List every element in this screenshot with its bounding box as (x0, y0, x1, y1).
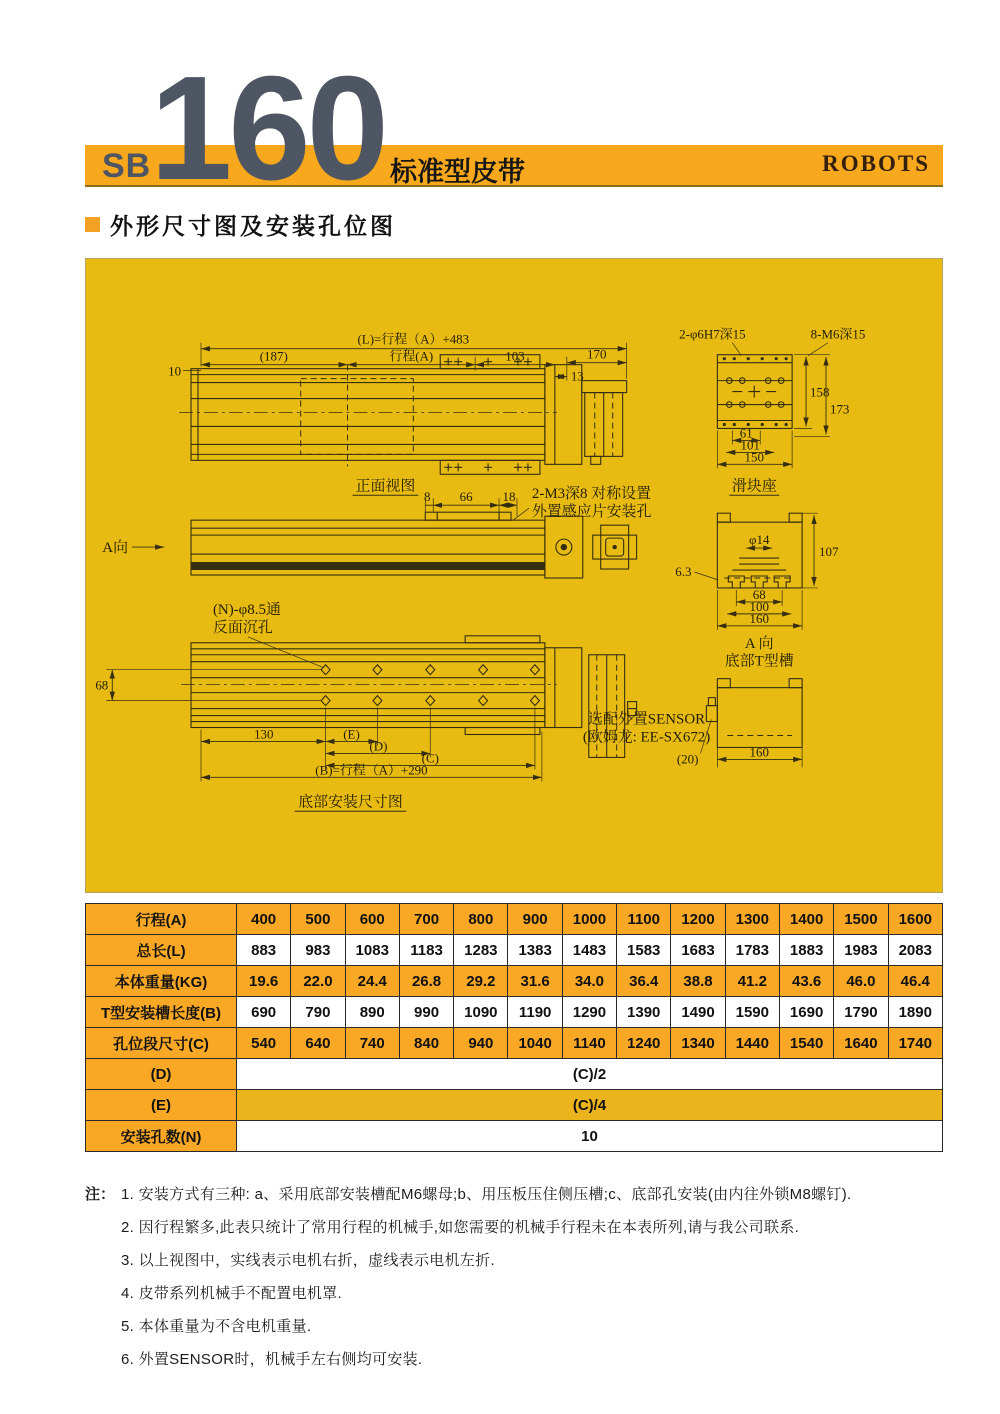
dim-stroke: 行程(A) (389, 348, 434, 364)
dim-phi14: φ14 (749, 532, 770, 548)
sensor-option-callout-1: 选配外置SENSOR (588, 711, 706, 728)
table-cell: 1590 (725, 997, 779, 1028)
table-cell: 700 (399, 904, 453, 935)
dim-103: 103 (505, 348, 525, 364)
sensor-hole-callout-2: 外置感应片安装孔 (531, 504, 652, 521)
table-cell: 1040 (508, 1028, 562, 1059)
dim-61: 61 (739, 425, 753, 441)
dim-101: 101 (740, 437, 760, 453)
dim-E: (E) (343, 726, 360, 742)
table-cell: 900 (508, 904, 562, 935)
sensor-hole-callout-1: 2-M3深8 对称设置 (531, 486, 652, 503)
notes-list (121, 1183, 851, 1381)
table-row (86, 1121, 943, 1152)
table-cell: 1790 (834, 997, 888, 1028)
table-row (86, 904, 943, 935)
table-cell: 41.2 (725, 966, 779, 997)
front-view (168, 332, 627, 496)
dim-107: 107 (819, 544, 839, 560)
dim-187: (187) (259, 348, 288, 364)
dim-173: 173 (830, 401, 850, 417)
note-item: 4. 皮带系列机械手不配置电机罩. (121, 1285, 342, 1302)
front-view-label: 正面视图 (355, 478, 416, 495)
table-cell: 1200 (671, 904, 725, 935)
dim-8: 8 (424, 489, 431, 505)
table-cell: 43.6 (779, 966, 833, 997)
dim-130: 130 (254, 726, 274, 742)
table-cell: 940 (454, 1028, 508, 1059)
dim-18: 18 (502, 489, 516, 505)
spec-table-body (86, 904, 943, 1152)
dim-6-3: 6.3 (675, 563, 692, 579)
dim-C: (C) (421, 750, 439, 766)
table-cell-span: 10 (237, 1121, 943, 1152)
dim-170: 170 (587, 346, 607, 362)
dim-66: 66 (459, 489, 473, 505)
table-cell: 890 (345, 997, 399, 1028)
spec-table (85, 903, 943, 1152)
row-label: T型安装槽长度(B) (86, 997, 237, 1028)
note-item: 6. 外置SENSOR时，机械手左右侧均可安装. (121, 1351, 423, 1368)
table-cell: 400 (237, 904, 291, 935)
dim-150: 150 (744, 449, 764, 465)
table-cell: 46.0 (834, 966, 888, 997)
note-item: 3. 以上视图中，实线表示电机右折，虚线表示电机左折. (121, 1252, 495, 1269)
table-cell: 19.6 (237, 966, 291, 997)
dim-10: 10 (168, 363, 182, 379)
dim-D: (D) (369, 738, 388, 754)
row-label: (E) (86, 1090, 237, 1121)
table-cell: 34.0 (562, 966, 616, 997)
table-cell: 36.4 (617, 966, 671, 997)
section-title-text: 外形尺寸图及安装孔位图 (110, 213, 396, 239)
table-cell: 1090 (454, 997, 508, 1028)
note-item: 2. 因行程繁多,此表只统计了常用行程的机械手,如您需要的机械手行程未在本表所列,请与我公司联系. (121, 1219, 800, 1236)
dim-158: 158 (810, 384, 830, 400)
tslot-label-2: 底部T型槽 (724, 653, 794, 670)
dimension-drawing (86, 259, 942, 892)
table-cell: 540 (237, 1028, 291, 1059)
dim-68-tslot: 68 (752, 586, 766, 602)
table-cell: 1283 (454, 935, 508, 966)
tslot-label-1: A 向 (744, 635, 774, 652)
table-cell: 1183 (399, 935, 453, 966)
table-cell: 1690 (779, 997, 833, 1028)
table-cell: 1440 (725, 1028, 779, 1059)
section-title (85, 208, 396, 241)
table-cell: 1490 (671, 997, 725, 1028)
table-cell-span: (C)/4 (237, 1090, 943, 1121)
note-item: 1. 安装方式有三种: a、采用底部安装槽配M6螺母;b、用压板压住侧压槽;c、底部孔安装(由内往外锁M8螺钉). (121, 1186, 852, 1203)
table-cell: 740 (345, 1028, 399, 1059)
dim-160-tslot: 160 (749, 610, 769, 626)
note-item: 5. 本体重量为不含电机重量. (121, 1318, 312, 1335)
table-row (86, 1090, 943, 1121)
table-cell: 790 (291, 997, 345, 1028)
slider-seat-label: 滑块座 (731, 478, 777, 495)
table-cell: 883 (237, 935, 291, 966)
square-bullet-icon (85, 217, 100, 232)
row-label: 行程(A) (86, 904, 237, 935)
table-cell: 990 (399, 997, 453, 1028)
table-cell: 1883 (779, 935, 833, 966)
table-cell: 1290 (562, 997, 616, 1028)
table-cell: 1600 (888, 904, 942, 935)
table-cell: 1583 (617, 935, 671, 966)
row-label: 安装孔数(N) (86, 1121, 237, 1152)
table-cell: 1540 (779, 1028, 833, 1059)
table-cell: 1500 (834, 904, 888, 935)
dim-B: (B)=行程（A）+290 (315, 762, 428, 778)
dim-20: (20) (676, 751, 699, 767)
table-cell: 26.8 (399, 966, 453, 997)
bottom-view-label: 底部安装尺寸图 (298, 794, 403, 811)
table-cell: 1683 (671, 935, 725, 966)
table-cell: 1890 (888, 997, 942, 1028)
sensor-option-callout-2: (欧姆龙: EE-SX672) (582, 729, 711, 746)
table-cell: 24.4 (345, 966, 399, 997)
table-cell: 640 (291, 1028, 345, 1059)
table-cell: 690 (237, 997, 291, 1028)
table-cell: 500 (291, 904, 345, 935)
slider-seat-view (679, 327, 865, 496)
dim-160-sensor: 160 (749, 744, 769, 760)
dim-overall-length: (L)=行程（A）+483 (357, 331, 470, 347)
table-cell: 1000 (562, 904, 616, 935)
table-cell: 983 (291, 935, 345, 966)
table-cell: 31.6 (508, 966, 562, 997)
table-cell: 1740 (888, 1028, 942, 1059)
row-label: (D) (86, 1059, 237, 1090)
table-cell: 1390 (617, 997, 671, 1028)
table-cell: 1400 (779, 904, 833, 935)
model-number: 160 (150, 46, 385, 211)
table-row (86, 1028, 943, 1059)
brand-logo: ROBOTS (822, 151, 930, 176)
table-row (86, 966, 943, 997)
dim-68-bottom: 68 (95, 677, 109, 693)
callout-m6-holes: 8-M6深15 (810, 326, 866, 342)
a-direction-label: A向 (102, 540, 129, 557)
notes-section (85, 1183, 965, 1381)
table-cell: 38.8 (671, 966, 725, 997)
hole-callout-2: 反面沉孔 (212, 619, 273, 636)
row-label: 本体重量(KG) (86, 966, 237, 997)
bottom-view (95, 601, 710, 811)
table-cell: 1083 (345, 935, 399, 966)
table-cell: 1100 (617, 904, 671, 935)
table-cell: 29.2 (454, 966, 508, 997)
model-prefix: SB (102, 147, 152, 185)
side-view (102, 485, 651, 578)
t-slot-section (675, 513, 839, 670)
table-cell: 1983 (834, 935, 888, 966)
table-cell: 1340 (671, 1028, 725, 1059)
table-cell: 1190 (508, 997, 562, 1028)
table-cell: 1383 (508, 935, 562, 966)
table-cell: 1783 (725, 935, 779, 966)
table-cell: 1140 (562, 1028, 616, 1059)
table-cell: 46.4 (888, 966, 942, 997)
dim-100: 100 (749, 598, 769, 614)
callout-dowel-holes: 2-φ6H7深15 (679, 326, 746, 342)
table-cell: 800 (454, 904, 508, 935)
row-label: 孔位段尺寸(C) (86, 1028, 237, 1059)
table-row (86, 935, 943, 966)
notes-prefix: 注： (85, 1186, 116, 1203)
drawing-panel (85, 258, 943, 893)
table-cell: 1483 (562, 935, 616, 966)
table-row (86, 997, 943, 1028)
table-cell: 2083 (888, 935, 942, 966)
dim-13: 13 (570, 368, 584, 384)
table-cell: 600 (345, 904, 399, 935)
table-cell: 22.0 (291, 966, 345, 997)
table-row (86, 1059, 943, 1090)
row-label: 总长(L) (86, 935, 237, 966)
hole-callout-1: (N)-φ8.5通 (212, 601, 281, 618)
table-cell-span: (C)/2 (237, 1059, 943, 1090)
model-subtitle: 标准型皮带 (390, 157, 525, 187)
table-cell: 1240 (617, 1028, 671, 1059)
table-cell: 840 (399, 1028, 453, 1059)
table-cell: 1640 (834, 1028, 888, 1059)
table-cell: 1300 (725, 904, 779, 935)
